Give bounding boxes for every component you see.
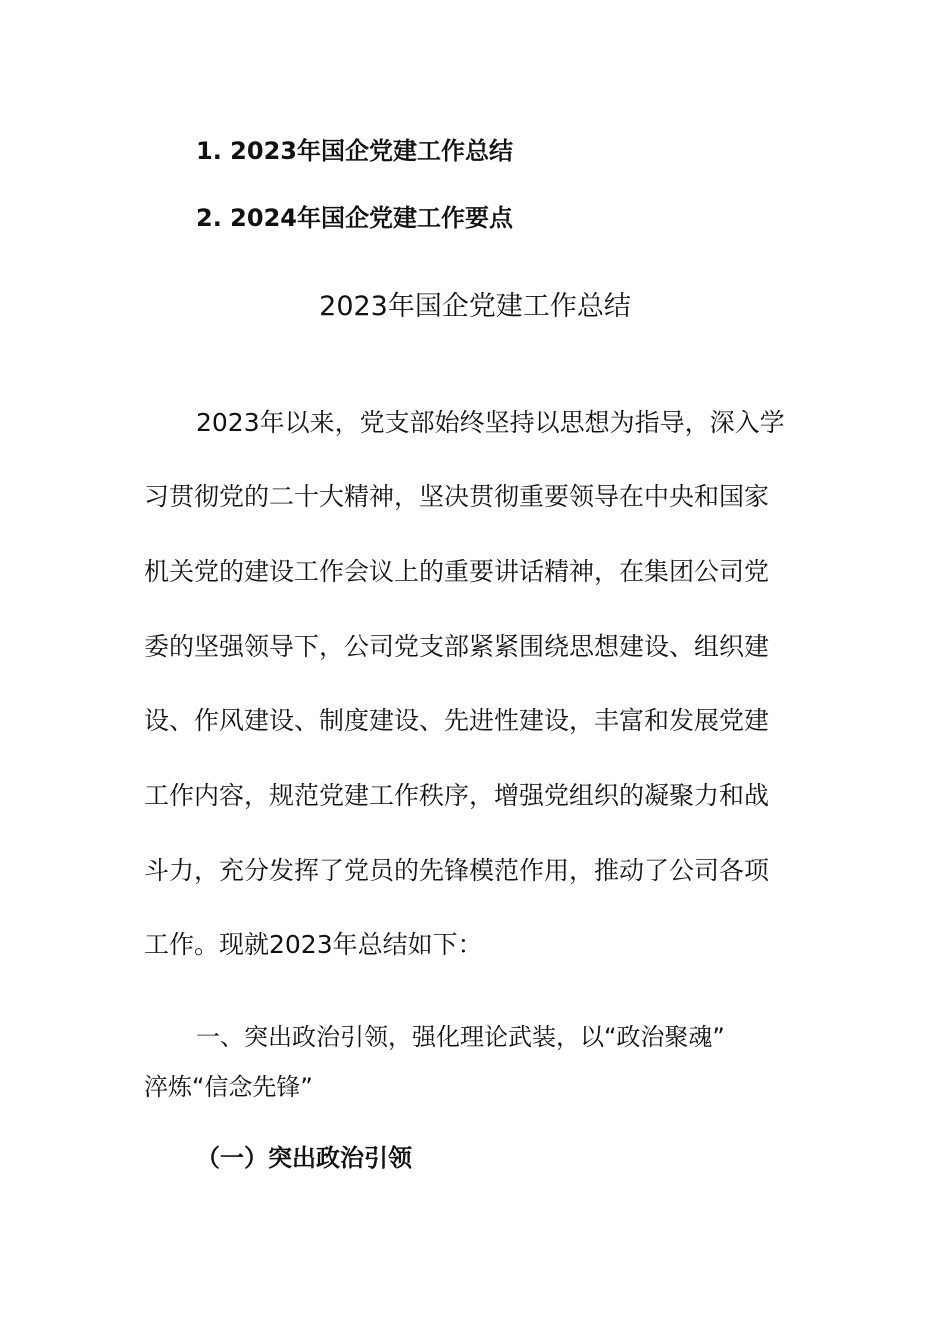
intro-paragraph-line: 机关党的建设工作会议上的重要讲话精神，在集团公司党 — [144, 557, 770, 586]
section-heading-line: 一、突出政治引领，强化理论武装，以“政治聚魂” — [196, 1023, 725, 1051]
intro-paragraph-line: 委的坚强领导下，公司党支部紧紧围绕思想建设、组织建 — [144, 632, 770, 661]
intro-paragraph-line: 斗力，充分发挥了党员的先锋模范作用，推动了公司各项 — [144, 856, 770, 885]
toc-item-1: 1. 2023年国企党建工作总结 — [196, 137, 513, 165]
intro-paragraph-line: 习贯彻党的二十大精神，坚决贯彻重要领导在中央和国家 — [144, 482, 770, 511]
intro-paragraph-line: 工作内容，规范党建工作秩序，增强党组织的凝聚力和战 — [144, 781, 770, 810]
intro-paragraph-line: 2023年以来，党支部始终坚持以思想为指导，深入学 — [196, 408, 785, 437]
toc-item-2: 2. 2024年国企党建工作要点 — [196, 204, 513, 232]
document-title: 2023年国企党建工作总结 — [319, 291, 631, 322]
section-heading-line: 淬炼“信念先锋” — [144, 1073, 313, 1101]
subsection-heading: （一）突出政治引领 — [196, 1144, 412, 1172]
intro-paragraph-line: 工作。现就2023年总结如下： — [144, 930, 483, 959]
intro-paragraph-line: 设、作风建设、制度建设、先进性建设，丰富和发展党建 — [144, 706, 770, 735]
